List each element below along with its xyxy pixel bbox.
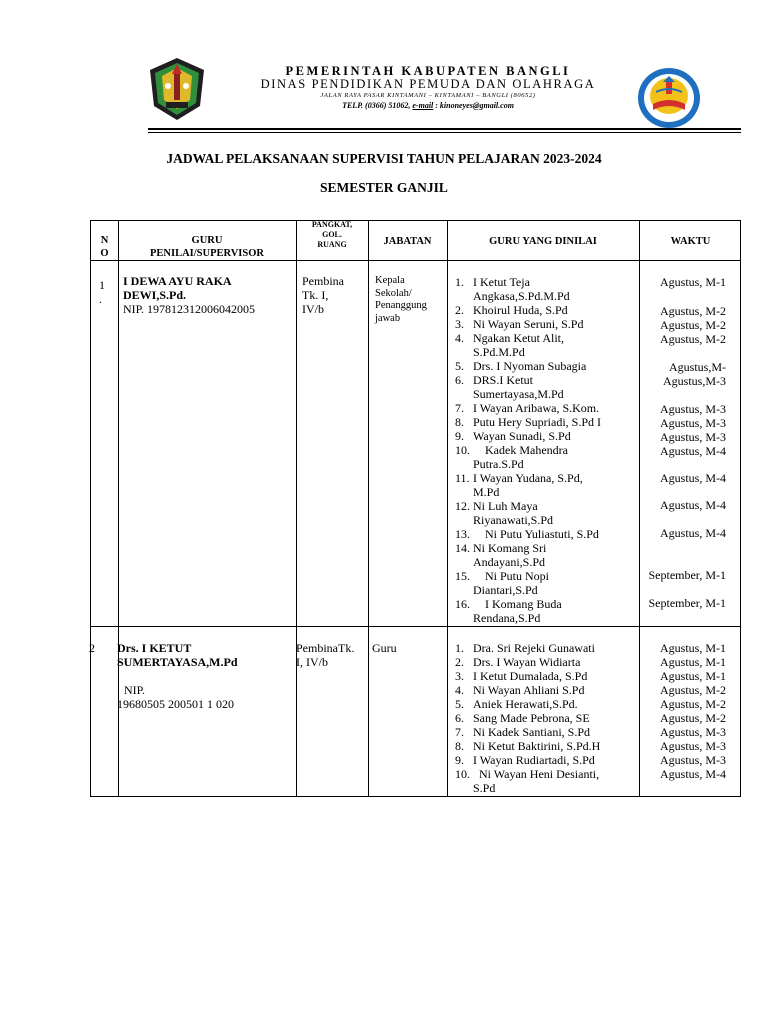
teacher-number: 8. xyxy=(455,415,464,429)
time-entry: Agustus, M-4 xyxy=(659,767,726,781)
assessed-teacher-item xyxy=(455,669,639,683)
teacher-name: Ni Wayan Seruni, S.Pd xyxy=(473,317,584,331)
row-divider xyxy=(91,260,740,261)
col-divider xyxy=(639,221,640,796)
time-entry: Agustus, M-3 xyxy=(659,416,726,430)
assessed-teacher-item-continued xyxy=(455,583,639,597)
row-1-rank xyxy=(302,274,366,316)
assessed-teacher-item xyxy=(455,541,639,555)
teacher-name: I Komang Buda xyxy=(473,597,562,611)
time-entry: Agustus, M-1 xyxy=(659,641,726,655)
supervision-schedule-table xyxy=(90,220,741,797)
time-entry: Agustus,M- xyxy=(668,360,726,374)
teacher-name: Ni Wayan Heni Desianti, xyxy=(473,767,600,781)
row-2-assessed-teachers xyxy=(455,641,639,795)
row-1-assessed-teachers xyxy=(455,275,639,625)
teacher-number: 12. xyxy=(455,499,470,513)
assessed-teacher-item-continued xyxy=(455,457,639,471)
email-value: : kinoneyes@gmail.com xyxy=(433,101,514,110)
header-no xyxy=(91,234,118,260)
teacher-number: 4. xyxy=(455,683,464,697)
col-divider xyxy=(368,221,369,796)
teacher-number: 16. xyxy=(455,597,470,611)
assessed-teacher-item xyxy=(455,359,639,373)
regency-emblem-logo xyxy=(146,56,208,122)
teacher-name: Ni Komang Sri xyxy=(473,541,547,555)
assessed-teacher-item xyxy=(455,317,639,331)
indent xyxy=(455,289,473,303)
assessed-teacher-item-continued xyxy=(455,387,639,401)
row-1-position xyxy=(375,275,445,325)
assessed-teacher-item xyxy=(455,415,639,429)
header-supervisor-line: GURU xyxy=(191,235,223,246)
indent xyxy=(455,387,473,401)
assessed-teacher-item-continued xyxy=(455,555,639,569)
header-supervisor xyxy=(118,234,296,260)
assessed-teacher-item xyxy=(455,471,639,485)
assessed-teacher-item xyxy=(455,401,639,415)
time-entry: Agustus, M-3 xyxy=(659,753,726,767)
letterhead-line-1: PEMERINTAH KABUPATEN BANGLI xyxy=(285,64,571,78)
teacher-name: Ni Putu Yuliastuti, S.Pd xyxy=(473,527,599,541)
indent xyxy=(455,555,473,569)
time-entry: Agustus, M-4 xyxy=(659,498,726,512)
teacher-number: 6. xyxy=(455,711,464,725)
assessed-teacher-item-continued xyxy=(455,345,639,359)
teacher-name: Kadek Mahendra xyxy=(473,443,568,457)
teacher-name: I Wayan Aribawa, S.Kom. xyxy=(473,401,600,415)
time-entry: Agustus, M-3 xyxy=(659,725,726,739)
teacher-name-continued: Diantari,S.Pd xyxy=(473,583,538,597)
assessed-teacher-item xyxy=(455,753,639,767)
row-2-position: Guru xyxy=(372,641,397,655)
teacher-name: Sang Made Pebrona, SE xyxy=(473,711,590,725)
email-label: e-mail xyxy=(412,101,434,110)
teacher-number: 9. xyxy=(455,753,464,767)
education-office-emblem-logo xyxy=(636,66,702,130)
teacher-name: Ni Ketut Baktirini, S.Pd.H xyxy=(473,739,601,753)
teacher-number: 11. xyxy=(455,471,470,485)
letterhead-rule-thin xyxy=(148,132,741,133)
supervisor-name-line: Drs. I KETUT xyxy=(117,641,192,655)
time-entry: Agustus, M-3 xyxy=(659,739,726,753)
teacher-number: 5. xyxy=(455,697,464,711)
assessed-teacher-item xyxy=(455,429,639,443)
row-2-rank xyxy=(296,641,368,669)
teacher-number: 14. xyxy=(455,541,470,555)
rank-line: PembinaTk. xyxy=(296,641,355,655)
supervisor-name-line: SUMERTAYASA,M.Pd xyxy=(117,655,238,669)
time-entry: Agustus, M-2 xyxy=(659,683,726,697)
letterhead-line-2: DINAS PENDIDIKAN PEMUDA DAN OLAHRAGA xyxy=(260,77,596,91)
teacher-number: 9. xyxy=(455,429,464,443)
teacher-number: 2. xyxy=(455,303,464,317)
indent xyxy=(455,583,473,597)
teacher-name-continued: Sumertayasa,M.Pd xyxy=(473,387,564,401)
time-entry: Agustus, M-1 xyxy=(659,275,726,289)
time-entry: Agustus, M-4 xyxy=(659,471,726,485)
supervisor-nip: NIP. 197812312006042005 xyxy=(123,302,256,316)
time-entry: Agustus, M-1 xyxy=(659,655,726,669)
supervisor-nip: 19680505 200501 1 020 xyxy=(117,697,234,711)
header-assessed-teachers: GURU YANG DINILAI xyxy=(489,236,597,247)
rank-line: IV/b xyxy=(302,302,324,316)
assessed-teacher-item-continued xyxy=(455,611,639,625)
time-entry: September, M-1 xyxy=(648,596,726,610)
assessed-teacher-item-continued xyxy=(455,513,639,527)
time-entry: Agustus, M-2 xyxy=(659,332,726,346)
teacher-number: 3. xyxy=(455,317,464,331)
time-entry: Agustus, M-4 xyxy=(659,444,726,458)
header-rank-line: PANGKAT, xyxy=(311,220,353,229)
header-rank-line: GOL. xyxy=(322,230,342,239)
indent xyxy=(455,611,473,625)
teacher-name: Ngakan Ketut Alit, xyxy=(473,331,564,345)
assessed-teacher-item xyxy=(455,739,639,753)
teacher-name: Khoirul Huda, S.Pd xyxy=(473,303,568,317)
row-divider xyxy=(91,626,740,627)
teacher-number: 7. xyxy=(455,725,464,739)
indent xyxy=(455,781,473,795)
teacher-name-continued: S.Pd xyxy=(473,781,496,795)
header-supervisor-line: PENILAI/SUPERVISOR xyxy=(150,248,264,259)
assessed-teacher-item xyxy=(455,697,639,711)
assessed-teacher-item-continued xyxy=(455,781,639,795)
teacher-name-continued: Riyanawati,S.Pd xyxy=(473,513,553,527)
rank-line: Pembina xyxy=(302,274,344,288)
teacher-number: 15. xyxy=(455,569,470,583)
time-entry: Agustus,M-3 xyxy=(662,374,726,388)
teacher-name: Ni Kadek Santiani, S.Pd xyxy=(473,725,590,739)
row-2-number: 2 xyxy=(89,641,95,655)
teacher-name-continued: S.Pd.M.Pd xyxy=(473,345,525,359)
indent xyxy=(455,513,473,527)
time-entry: Agustus, M-4 xyxy=(659,526,726,540)
spacer xyxy=(117,669,295,683)
teacher-name: Drs. I Wayan Widiarta xyxy=(473,655,581,669)
assessed-teacher-item xyxy=(455,641,639,655)
teacher-name: Ni Wayan Ahliani S.Pd xyxy=(473,683,585,697)
time-entry: September, M-1 xyxy=(648,568,726,582)
teacher-number: 3. xyxy=(455,669,464,683)
teacher-name: I Wayan Yudana, S.Pd, xyxy=(473,471,583,485)
supervisor-name-line: I DEWA AYU RAKA xyxy=(123,274,232,288)
assessed-teacher-item xyxy=(455,331,639,345)
assessed-teacher-item xyxy=(455,443,639,457)
teacher-name: I Wayan Rudiartadi, S.Pd xyxy=(473,753,595,767)
header-position: JABATAN xyxy=(383,236,432,247)
teacher-name: Dra. Sri Rejeki Gunawati xyxy=(473,641,595,655)
time-entry: Agustus, M-2 xyxy=(659,304,726,318)
rank-line: I, IV/b xyxy=(296,655,328,669)
teacher-number: 6. xyxy=(455,373,464,387)
teacher-name: Drs. I Nyoman Subagia xyxy=(473,359,587,373)
time-entry: Agustus, M-3 xyxy=(659,430,726,444)
teacher-name: Putu Hery Supriadi, S.Pd I xyxy=(473,415,602,429)
teacher-name-continued: Andayani,S.Pd xyxy=(473,555,545,569)
teacher-name: Wayan Sunadi, S.Pd xyxy=(473,429,571,443)
assessed-teacher-item xyxy=(455,655,639,669)
teacher-number: 8. xyxy=(455,739,464,753)
teacher-name: I Ketut Teja xyxy=(473,275,530,289)
document-title: JADWAL PELAKSANAAN SUPERVISI TAHUN PELAJARAN 2023-2024 xyxy=(166,151,602,166)
col-divider xyxy=(447,221,448,796)
position-line: Kepala xyxy=(375,275,405,286)
teacher-number: 7. xyxy=(455,401,464,415)
supervisor-name-line: DEWI,S.Pd. xyxy=(123,288,187,302)
header-no-line: N xyxy=(100,235,109,246)
assessed-teacher-item xyxy=(455,303,639,317)
time-entry: Agustus, M-3 xyxy=(659,402,726,416)
teacher-name: DRS.I Ketut xyxy=(473,373,533,387)
teacher-name: Ni Putu Nopi xyxy=(473,569,550,583)
position-line: Sekolah/ xyxy=(375,287,412,299)
teacher-number: 10. xyxy=(455,443,470,457)
document-subtitle: SEMESTER GANJIL xyxy=(320,180,448,195)
letterhead-text xyxy=(218,64,638,111)
teacher-number: 1. xyxy=(455,275,464,289)
teacher-number: 10. xyxy=(455,767,470,781)
row-2-supervisor xyxy=(117,641,295,711)
teacher-name: I Ketut Dumalada, S.Pd xyxy=(473,669,588,683)
teacher-name-continued: Angkasa,S.Pd.M.Pd xyxy=(473,289,570,303)
assessed-teacher-item xyxy=(455,569,639,583)
assessed-teacher-item xyxy=(455,499,639,513)
row-number-line: 1 xyxy=(99,278,105,292)
indent xyxy=(455,457,473,471)
assessed-teacher-item xyxy=(455,767,639,781)
assessed-teacher-item xyxy=(455,373,639,387)
letterhead-contact xyxy=(218,100,638,111)
indent xyxy=(455,345,473,359)
supervisor-nip-label: NIP. xyxy=(124,683,146,697)
letterhead-address: JALAN RAYA PASAR KINTAMANI – KINTAMANI – BANGLI (80652) xyxy=(320,92,536,99)
position-line: Penanggung xyxy=(375,300,427,311)
teacher-name-continued: Rendana,S.Pd xyxy=(473,611,541,625)
time-entry: Agustus, M-2 xyxy=(659,711,726,725)
header-rank-line: RUANG xyxy=(317,240,347,249)
assessed-teacher-item xyxy=(455,527,639,541)
position-line: jawab xyxy=(375,312,401,324)
letterhead-rule-thick xyxy=(148,128,741,130)
time-entry: Agustus, M-2 xyxy=(659,697,726,711)
teacher-number: 13. xyxy=(455,527,470,541)
teacher-name-continued: M.Pd xyxy=(473,485,500,499)
teacher-name: Ni Luh Maya xyxy=(473,499,538,513)
teacher-name: Aniek Herawati,S.Pd. xyxy=(473,697,578,711)
assessed-teacher-item xyxy=(455,711,639,725)
row-1-supervisor xyxy=(123,274,295,316)
col-divider xyxy=(296,221,297,796)
assessed-teacher-item-continued xyxy=(455,289,639,303)
teacher-number: 1. xyxy=(455,641,464,655)
header-time: WAKTU xyxy=(670,236,711,247)
row-number-line: . xyxy=(99,292,102,306)
teacher-number: 5. xyxy=(455,359,464,373)
assessed-teacher-item-continued xyxy=(455,485,639,499)
indent xyxy=(455,485,473,499)
time-entry: Agustus, M-1 xyxy=(659,669,726,683)
assessed-teacher-item xyxy=(455,683,639,697)
row-1-number xyxy=(99,278,113,306)
teacher-number: 2. xyxy=(455,655,464,669)
rank-line: Tk. I, xyxy=(302,288,329,302)
teacher-number: 4. xyxy=(455,331,464,345)
telp-text: TELP. (0366) 51062, xyxy=(342,101,413,110)
assessed-teacher-item xyxy=(455,275,639,289)
teacher-name-continued: Putra.S.Pd xyxy=(473,457,524,471)
time-entry: Agustus, M-2 xyxy=(659,318,726,332)
header-no-line: O xyxy=(100,248,109,259)
assessed-teacher-item xyxy=(455,597,639,611)
header-rank xyxy=(296,220,368,250)
assessed-teacher-item xyxy=(455,725,639,739)
